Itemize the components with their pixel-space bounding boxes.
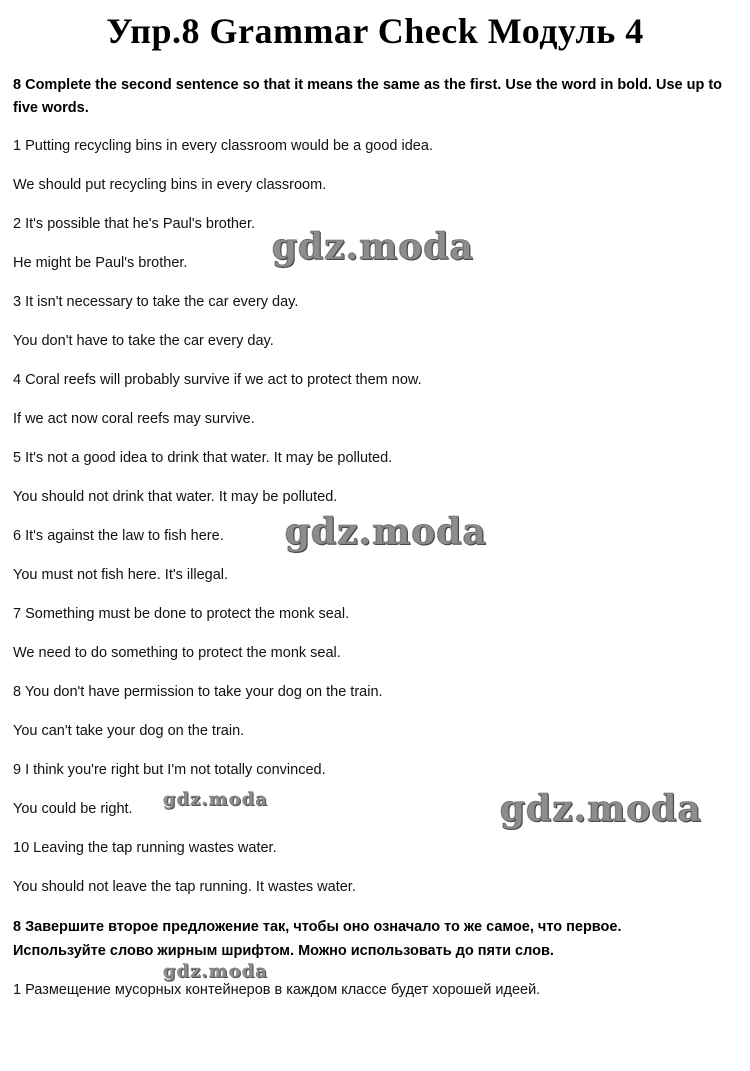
sentence-10-original: 10 Leaving the tap running wastes water. — [13, 840, 277, 856]
page-title: Упр.8 Grammar Check Модуль 4 — [106, 11, 644, 51]
sentence-7-original: 7 Something must be done to protect the monk seal. — [13, 606, 350, 622]
sentence-3-rewrite: You don't have to take the car every day. — [13, 333, 274, 349]
sentence-9-original: 9 I think you're right but I'm not totally convinced. — [13, 762, 326, 778]
watermark: gdz.moda — [163, 961, 268, 982]
sentence-ru-1: 1 Размещение мусорных контейнеров в каждом классе будет хорошей идеей. — [13, 982, 541, 998]
sentence-8-rewrite: You can't take your dog on the train. — [13, 723, 245, 739]
sentence-2-rewrite: He might be Paul's brother. — [13, 255, 188, 271]
watermark: gdz.moda — [163, 789, 268, 810]
watermark: gdz.moda — [285, 511, 487, 553]
instruction-ru-line-2: Используйте слово жирным шрифтом. Можно использовать до пяти слов. — [13, 943, 554, 959]
sentence-1-rewrite: We should put recycling bins in every classroom. — [13, 177, 327, 193]
sentence-7-rewrite: We need to do something to protect the monk seal. — [13, 645, 341, 661]
watermark: gdz.moda — [500, 788, 702, 830]
sentence-5-rewrite: You should not drink that water. It may be polluted. — [13, 489, 338, 505]
sentence-4-rewrite: If we act now coral reefs may survive. — [13, 411, 255, 427]
sentence-1-original: 1 Putting recycling bins in every classroom would be a good idea. — [13, 138, 433, 154]
watermark: gdz.moda — [272, 226, 474, 268]
sentence-8-original: 8 You don't have permission to take your dog on the train. — [13, 684, 383, 700]
instruction-en: 8 Complete the second sentence so that it means the same as the first. Use the word in bold. Use up to five words. — [13, 77, 723, 116]
sentence-2-original: 2 It's possible that he's Paul's brother. — [13, 216, 256, 232]
sentence-3-original: 3 It isn't necessary to take the car every day. — [13, 294, 299, 310]
instruction-ru-line-1: 8 Завершите второе предложение так, чтобы оно означало то же самое, что первое. — [13, 919, 622, 935]
sentence-10-rewrite: You should not leave the tap running. It wastes water. — [13, 879, 356, 895]
sentence-6-rewrite: You must not fish here. It's illegal. — [13, 567, 229, 583]
sentence-5-original: 5 It's not a good idea to drink that water. It may be polluted. — [13, 450, 393, 466]
sentence-9-rewrite: You could be right. — [13, 801, 133, 817]
sentence-4-original: 4 Coral reefs will probably survive if we act to protect them now. — [13, 372, 422, 388]
sentence-6-original: 6 It's against the law to fish here. — [13, 528, 224, 544]
